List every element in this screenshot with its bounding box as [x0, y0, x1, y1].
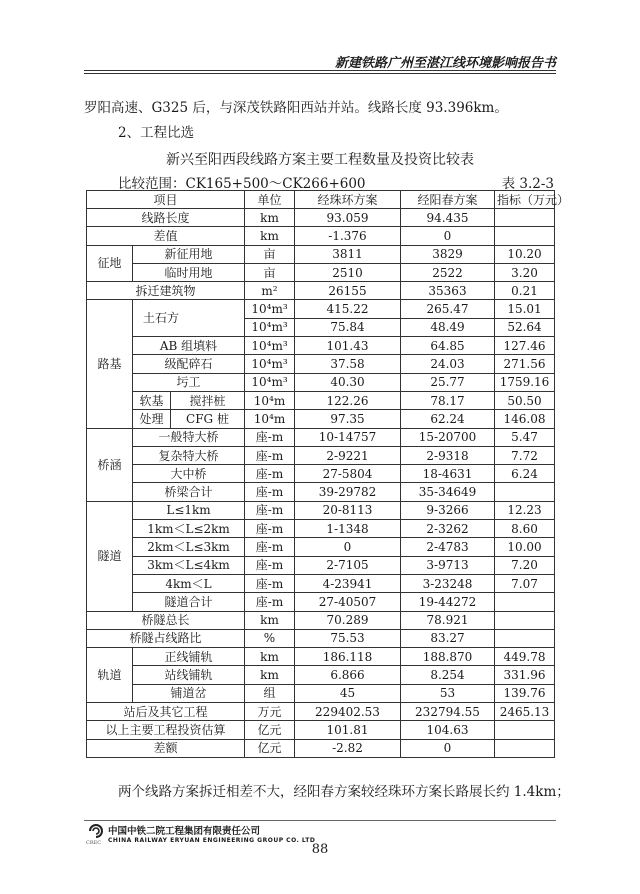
table-header-row — [87, 191, 555, 209]
row-value-b: 62.24 — [401, 410, 495, 428]
row-value-b: 15-20700 — [401, 428, 495, 446]
table-number: 表 3.2-3 — [501, 176, 554, 192]
row-unit: m² — [245, 282, 295, 300]
row-value-b: 0 — [401, 227, 495, 245]
row-label: 桥隧占线路比 — [87, 629, 245, 647]
row-value-c: 7.07 — [495, 574, 555, 592]
row-unit: 10⁴m³ — [245, 337, 295, 355]
row-value-a: 93.059 — [295, 209, 401, 227]
row-value-b: 35363 — [401, 282, 495, 300]
row-label: L≤1km — [133, 501, 245, 519]
row-value-b: 78.17 — [401, 391, 495, 409]
row-unit: 座-m — [245, 465, 295, 483]
row-value-a: 101.43 — [295, 337, 401, 355]
row-value-a: 26155 — [295, 282, 401, 300]
header-plan-b: 经阳春方案 — [401, 191, 495, 209]
row-label: 以上主要工程投资估算 — [87, 721, 245, 739]
row-value-c: 5.47 — [495, 428, 555, 446]
company-name-en: CHINA RAILWAY ERYUAN ENGINEERING GROUP CO. LTD — [108, 837, 316, 844]
row-label: 站线铺轨 — [133, 666, 245, 684]
table-row — [87, 501, 555, 519]
table-row — [87, 355, 555, 373]
row-value-b: 2-4783 — [401, 538, 495, 556]
conclusion-paragraph: 两个线路方案拆迁相差不大，经阳春方案较经珠环方案长路展长约 1.4km； — [118, 784, 570, 800]
row-value-a: 75.53 — [295, 629, 401, 647]
row-value-a: 0 — [295, 538, 401, 556]
group-label-subgrade: 路基 — [87, 300, 133, 428]
row-unit: 座-m — [245, 501, 295, 519]
row-value-b: 35-34649 — [401, 483, 495, 501]
row-value-a: 2510 — [295, 263, 401, 281]
table-row — [87, 337, 555, 355]
row-value-b: 0 — [401, 739, 495, 757]
row-unit: 座-m — [245, 520, 295, 538]
row-value-b: 2-9318 — [401, 446, 495, 464]
group-label-track: 轨道 — [87, 648, 133, 703]
row-label: 临时用地 — [133, 263, 245, 281]
table-row — [87, 391, 555, 409]
row-value-b: 78.921 — [401, 611, 495, 629]
row-label: 桥隧总长 — [87, 611, 245, 629]
row-unit: km — [245, 227, 295, 245]
row-value-c: 271.56 — [495, 355, 555, 373]
footer-rule — [84, 820, 556, 821]
company-logo-icon — [88, 823, 104, 839]
row-value-a: 186.118 — [295, 648, 401, 666]
row-label: 搅拌桩 — [171, 391, 245, 409]
row-label: 3km＜L≤4km — [133, 556, 245, 574]
row-value-b: 83.27 — [401, 629, 495, 647]
row-label: 大中桥 — [133, 465, 245, 483]
row-unit: 座-m — [245, 428, 295, 446]
report-header-title: 新建铁路广州至湛江线环境影响报告书 — [334, 56, 556, 71]
row-value-c: 10.20 — [495, 245, 555, 263]
table-row — [87, 428, 555, 446]
row-value-c: 331.96 — [495, 666, 555, 684]
row-label: AB 组填料 — [133, 337, 245, 355]
table-row — [87, 263, 555, 281]
comparison-table — [86, 190, 570, 758]
row-value-c: 15.01 — [495, 300, 555, 318]
row-value-b: 2522 — [401, 263, 495, 281]
row-label: 铺道岔 — [133, 684, 245, 702]
row-value-c — [495, 721, 555, 739]
row-value-b: 53 — [401, 684, 495, 702]
row-value-a: 1-1348 — [295, 520, 401, 538]
row-unit: 座-m — [245, 446, 295, 464]
row-value-b: 18-4631 — [401, 465, 495, 483]
row-value-a: 6.866 — [295, 666, 401, 684]
row-unit: 万元 — [245, 703, 295, 721]
row-unit: 座-m — [245, 483, 295, 501]
row-value-b: 188.870 — [401, 648, 495, 666]
row-value-a: 40.30 — [295, 373, 401, 391]
group-label-soft-soil: 软基 — [133, 391, 171, 409]
row-label: 拆迁建筑物 — [87, 282, 245, 300]
row-label: CFG 桩 — [171, 410, 245, 428]
table-row — [87, 611, 555, 629]
row-value-a: 4-23941 — [295, 574, 401, 592]
row-unit: 座-m — [245, 538, 295, 556]
row-value-b: 3829 — [401, 245, 495, 263]
row-value-c: 52.64 — [495, 318, 555, 336]
table-row — [87, 574, 555, 592]
row-value-a: 37.58 — [295, 355, 401, 373]
table-row — [87, 410, 555, 428]
row-value-b: 2-3262 — [401, 520, 495, 538]
company-name-cn: 中国中铁二院工程集团有限责任公司 — [108, 826, 261, 837]
row-value-c: 3.20 — [495, 263, 555, 281]
row-value-c: 449.78 — [495, 648, 555, 666]
table-row — [87, 739, 555, 757]
table-row — [87, 721, 555, 739]
row-value-b: 3-9713 — [401, 556, 495, 574]
table-row — [87, 703, 555, 721]
table-row — [87, 209, 555, 227]
row-label: 站后及其它工程 — [87, 703, 245, 721]
row-unit: 10⁴m³ — [245, 318, 295, 336]
table-row — [87, 556, 555, 574]
row-unit: 座-m — [245, 593, 295, 611]
row-unit: km — [245, 648, 295, 666]
row-value-b: 25.77 — [401, 373, 495, 391]
row-unit: 亩 — [245, 263, 295, 281]
row-value-b: 104.63 — [401, 721, 495, 739]
row-label: 差额 — [87, 739, 245, 757]
row-label: 级配碎石 — [133, 355, 245, 373]
row-value-b: 64.85 — [401, 337, 495, 355]
row-label: 2km＜L≤3km — [133, 538, 245, 556]
table-row — [87, 245, 555, 263]
row-value-c: 50.50 — [495, 391, 555, 409]
row-value-c — [495, 209, 555, 227]
row-unit: 亩 — [245, 245, 295, 263]
row-value-c: 2465.13 — [495, 703, 555, 721]
intro-paragraph: 罗阳高速、G325 后，与深茂铁路阳西站并站。线路长度 93.396km。 — [84, 100, 508, 116]
row-value-b: 8.254 — [401, 666, 495, 684]
row-value-a: 70.289 — [295, 611, 401, 629]
row-value-a: 39-29782 — [295, 483, 401, 501]
row-value-a: -2.82 — [295, 739, 401, 757]
row-value-a: -1.376 — [295, 227, 401, 245]
row-value-c — [495, 629, 555, 647]
group-label-tunnels: 隧道 — [87, 501, 133, 611]
row-unit: 10⁴m³ — [245, 373, 295, 391]
row-label: 桥梁合计 — [133, 483, 245, 501]
row-value-c: 10.00 — [495, 538, 555, 556]
table-row — [87, 593, 555, 611]
row-value-c — [495, 227, 555, 245]
row-value-c — [495, 483, 555, 501]
row-value-b: 232794.55 — [401, 703, 495, 721]
row-value-a: 20-8113 — [295, 501, 401, 519]
row-value-b: 3-23248 — [401, 574, 495, 592]
row-unit: km — [245, 611, 295, 629]
table-title: 新兴至阳西段线路方案主要工程数量及投资比较表 — [166, 152, 474, 168]
row-unit: % — [245, 629, 295, 647]
table-row — [87, 483, 555, 501]
page-number: 88 — [311, 842, 329, 857]
row-value-b: 9-3266 — [401, 501, 495, 519]
group-label-bridges: 桥涵 — [87, 428, 133, 501]
row-unit: 10⁴m³ — [245, 300, 295, 318]
table-row — [87, 520, 555, 538]
logo-tag: CREC — [86, 840, 102, 846]
table-row — [87, 629, 555, 647]
header-unit: 单位 — [245, 191, 295, 209]
row-label: 隧道合计 — [133, 593, 245, 611]
header-index: 指标（万元） — [495, 191, 555, 209]
table-row — [87, 446, 555, 464]
row-value-a: 122.26 — [295, 391, 401, 409]
group-label-land: 征地 — [87, 245, 133, 282]
table-row — [87, 666, 555, 684]
header-plan-a: 经珠环方案 — [295, 191, 401, 209]
row-value-b: 24.03 — [401, 355, 495, 373]
row-value-b: 265.47 — [401, 300, 495, 318]
row-unit: 10⁴m³ — [245, 355, 295, 373]
row-unit: 组 — [245, 684, 295, 702]
row-value-c: 127.46 — [495, 337, 555, 355]
row-unit: 座-m — [245, 556, 295, 574]
row-label: 正线铺轨 — [133, 648, 245, 666]
row-unit: 亿元 — [245, 721, 295, 739]
row-unit: km — [245, 209, 295, 227]
row-value-a: 2-9221 — [295, 446, 401, 464]
row-value-b: 19-44272 — [401, 593, 495, 611]
row-value-a: 75.84 — [295, 318, 401, 336]
row-value-a: 27-5804 — [295, 465, 401, 483]
table-row — [87, 282, 555, 300]
row-label: 4km＜L — [133, 574, 245, 592]
row-value-c: 12.23 — [495, 501, 555, 519]
row-unit: 10⁴m — [245, 410, 295, 428]
row-value-a: 2-7105 — [295, 556, 401, 574]
group-label-treatment: 处理 — [133, 410, 171, 428]
row-label: 一般特大桥 — [133, 428, 245, 446]
row-value-a: 10-14757 — [295, 428, 401, 446]
row-value-c: 6.24 — [495, 465, 555, 483]
row-value-c — [495, 739, 555, 757]
table-row — [87, 648, 555, 666]
row-value-c — [495, 611, 555, 629]
row-unit: 座-m — [245, 574, 295, 592]
group-label-earthwork: 土石方 — [133, 300, 245, 337]
row-label: 线路长度 — [87, 209, 245, 227]
row-value-a: 97.35 — [295, 410, 401, 428]
row-value-a: 101.81 — [295, 721, 401, 739]
table-row — [87, 227, 555, 245]
row-value-a: 3811 — [295, 245, 401, 263]
row-value-c: 8.60 — [495, 520, 555, 538]
table-row — [87, 373, 555, 391]
row-label: 1km＜L≤2km — [133, 520, 245, 538]
header-rule — [84, 70, 556, 71]
table-row — [87, 684, 555, 702]
row-value-c — [495, 593, 555, 611]
row-unit: km — [245, 666, 295, 684]
row-value-a: 229402.53 — [295, 703, 401, 721]
row-value-c: 7.20 — [495, 556, 555, 574]
header-item: 项目 — [87, 191, 245, 209]
table-row — [87, 538, 555, 556]
row-unit: 亿元 — [245, 739, 295, 757]
row-value-c: 1759.16 — [495, 373, 555, 391]
row-value-a: 45 — [295, 684, 401, 702]
row-label: 新征用地 — [133, 245, 245, 263]
row-value-c: 146.08 — [495, 410, 555, 428]
table-row — [87, 300, 555, 318]
row-value-c: 7.72 — [495, 446, 555, 464]
header-rule-thin — [84, 73, 556, 74]
row-value-b: 48.49 — [401, 318, 495, 336]
section-heading: 2、工程比选 — [118, 125, 195, 141]
row-label: 复杂特大桥 — [133, 446, 245, 464]
row-label: 差值 — [87, 227, 245, 245]
row-value-a: 27-40507 — [295, 593, 401, 611]
row-value-b: 94.435 — [401, 209, 495, 227]
comparison-range: 比较范围：CK165+500～CK266+600 — [118, 176, 366, 192]
table-row — [87, 465, 555, 483]
row-value-c: 139.76 — [495, 684, 555, 702]
row-value-a: 415.22 — [295, 300, 401, 318]
row-label: 圬工 — [133, 373, 245, 391]
row-value-c: 0.21 — [495, 282, 555, 300]
row-unit: 10⁴m — [245, 391, 295, 409]
